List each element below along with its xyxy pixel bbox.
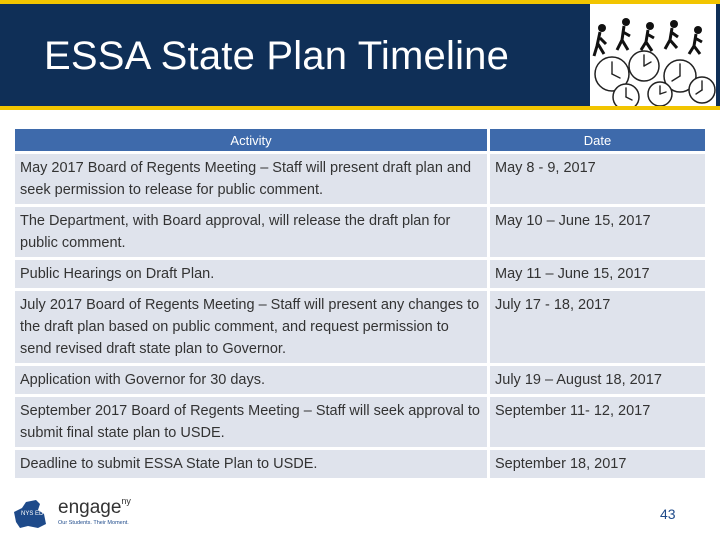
logo-tagline: Our Students. Their Moment.: [58, 520, 129, 526]
column-header-date: Date: [490, 129, 705, 151]
activity-cell: July 2017 Board of Regents Meeting – Staff will present any changes to the draft plan based on public comment, and request permission to send revised draft state plan to Governor.: [15, 291, 487, 363]
date-cell: May 10 – June 15, 2017: [490, 207, 705, 257]
logo-word: engage: [58, 497, 122, 518]
logo-wordmark: [58, 496, 131, 519]
date-cell: July 17 - 18, 2017: [490, 291, 705, 363]
activity-cell: Deadline to submit ESSA State Plan to USDE.: [15, 450, 487, 478]
timeline-table-container: [12, 126, 702, 481]
activity-cell: Application with Governor for 30 days.: [15, 366, 487, 394]
timeline-table: [12, 126, 708, 481]
title-banner: [0, 0, 720, 110]
activity-cell: Public Hearings on Draft Plan.: [15, 260, 487, 288]
date-cell: September 18, 2017: [490, 450, 705, 478]
badge-label: NYS ED: [21, 511, 44, 517]
nys-map-icon: [12, 498, 48, 530]
page-title: ESSA State Plan Timeline: [44, 34, 510, 78]
activity-cell: September 2017 Board of Regents Meeting – Staff will seek approval to submit final state plan to USDE.: [15, 397, 487, 447]
table-row: [15, 397, 705, 447]
date-cell: July 19 – August 18, 2017: [490, 366, 705, 394]
column-header-activity: Activity: [15, 129, 487, 151]
table-row: [15, 450, 705, 478]
table-header-row: [15, 129, 705, 151]
running-clocks-icon: [590, 4, 716, 110]
table-row: [15, 154, 705, 204]
activity-cell: May 2017 Board of Regents Meeting – Staff will present draft plan and seek permission to release for public comment.: [15, 154, 487, 204]
engageny-logo: [12, 496, 142, 532]
table-row: [15, 207, 705, 257]
date-cell: September 11- 12, 2017: [490, 397, 705, 447]
date-cell: May 8 - 9, 2017: [490, 154, 705, 204]
table-row: [15, 366, 705, 394]
logo-superscript: ny: [121, 496, 131, 506]
page-number: 43: [660, 506, 676, 522]
table-row: [15, 260, 705, 288]
table-row: [15, 291, 705, 363]
date-cell: May 11 – June 15, 2017: [490, 260, 705, 288]
activity-cell: The Department, with Board approval, will release the draft plan for public comment.: [15, 207, 487, 257]
